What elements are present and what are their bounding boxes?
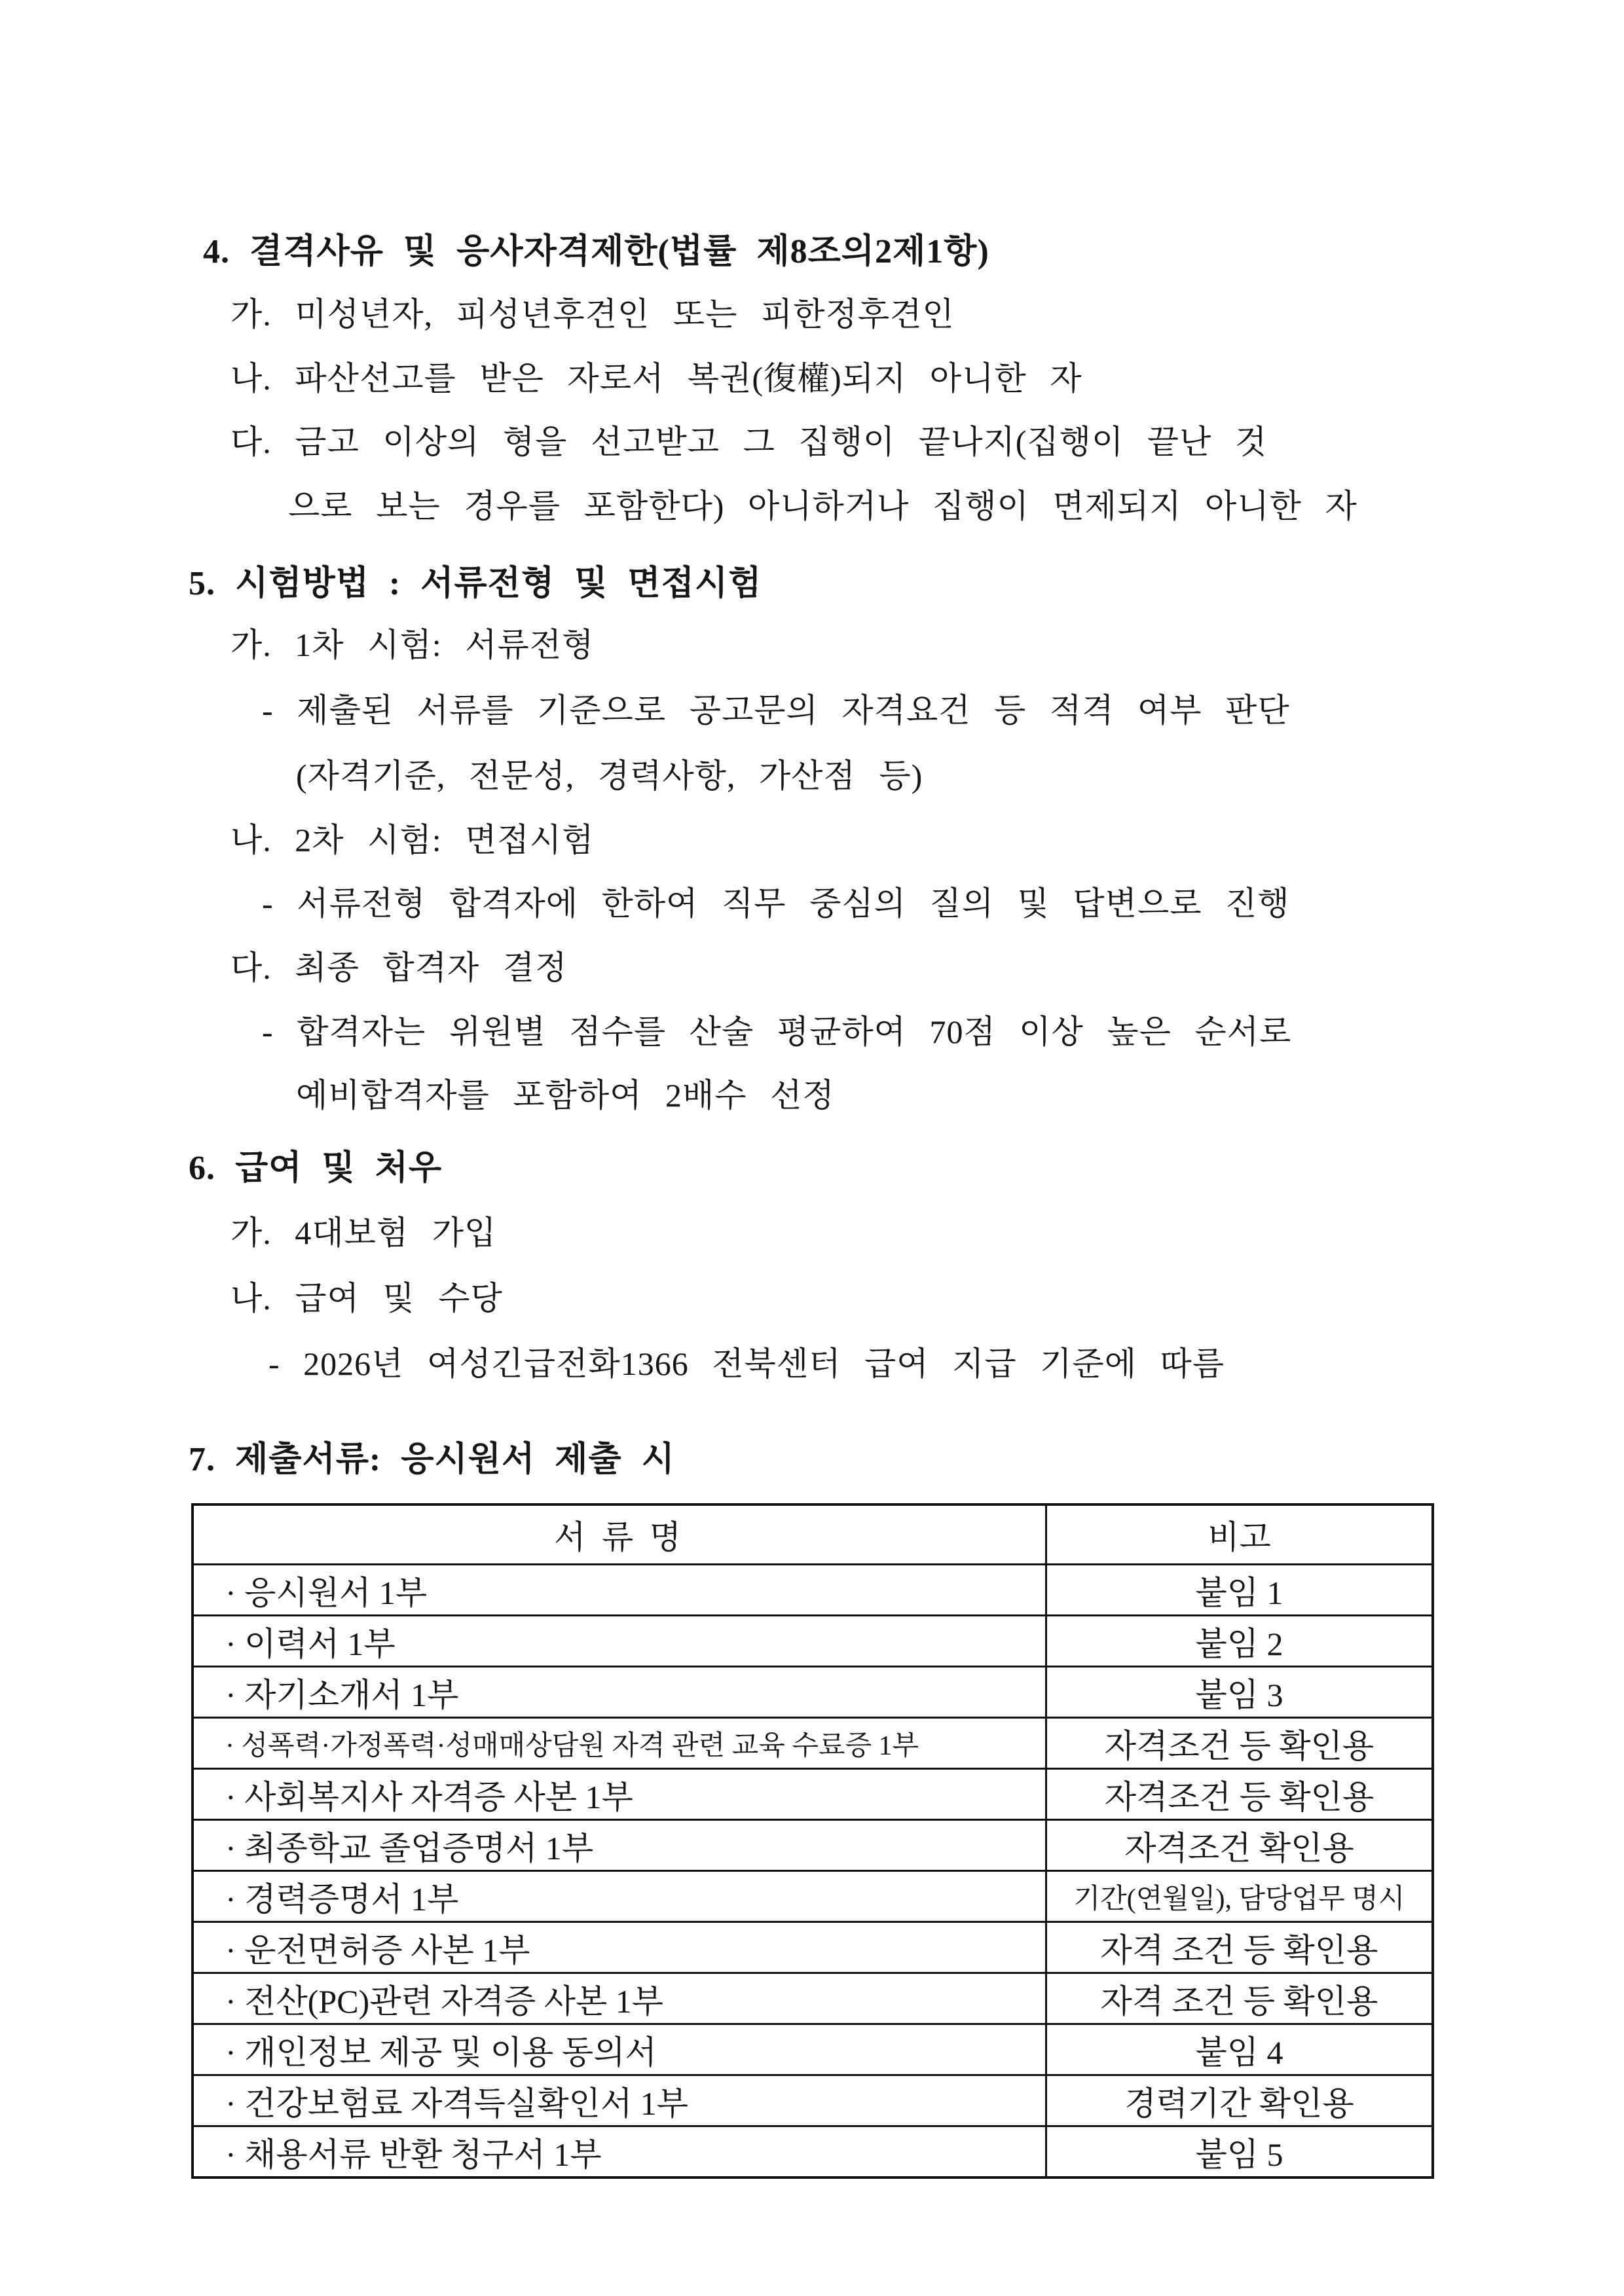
table-row (194, 2125, 1431, 2176)
note-cell: 붙임 5 (1195, 2136, 1283, 2173)
section6-heading: 6. 급여 및 처우 (189, 1150, 443, 1187)
note-cell: 기간(연월일), 담당업무 명시 (1073, 1884, 1405, 1914)
document-name-cell: · 운전면허증 사본 1부 (194, 1923, 1047, 1972)
document-name-cell: · 이력서 1부 (194, 1616, 1047, 1666)
section5-item-na-dash: - 서류전형 합격자에 한하여 직무 중심의 질의 및 답변으로 진행 (262, 885, 1290, 922)
section7-heading: 7. 제출서류: 응시원서 제출 시 (189, 1441, 675, 1478)
section5-item-da-cont: 예비합격자를 포함하여 2배수 선정 (296, 1077, 835, 1114)
table-row (194, 1972, 1431, 2023)
document-name-cell: · 자기소개서 1부 (194, 1667, 1047, 1717)
document-name-cell: · 응시원서 1부 (194, 1565, 1047, 1614)
table-row (194, 1870, 1431, 1921)
note-cell: 자격 조건 등 확인용 (1100, 1931, 1378, 1969)
note-cell: 자격조건 등 확인용 (1104, 1727, 1375, 1764)
note-cell: 자격조건 등 확인용 (1104, 1778, 1375, 1815)
section5-item-ga-paren: (자격기준, 전문성, 경력사항, 가산점 등) (296, 757, 923, 794)
table-row (194, 1614, 1431, 1666)
note-cell: 붙임 3 (1195, 1676, 1283, 1713)
table-row (194, 1563, 1431, 1614)
document-name-cell: · 최종학교 졸업증명서 1부 (194, 1821, 1047, 1870)
document-name-cell: · 경력증명서 1부 (194, 1872, 1047, 1921)
table-header-document-name: 서 류 명 (194, 1506, 1047, 1563)
table-row (194, 1666, 1431, 1717)
section4-heading: 4. 결격사유 및 응사자격제한(법률 제8조의2제1항) (203, 233, 989, 270)
document-name-cell: · 성폭력·가정폭력·성매매상담원 자격 관련 교육 수료증 1부 (194, 1719, 1047, 1768)
section4-item-da-line1: 다. 금고 이상의 형을 선고받고 그 집행이 끝나지(집행이 끝난 것 (231, 424, 1268, 460)
section5-item-na: 나. 2차 시험: 면접시험 (231, 822, 595, 858)
section6-item-na: 나. 급여 및 수당 (231, 1280, 503, 1317)
section4-item-ga: 가. 미성년자, 피성년후견인 또는 피한정후견인 (231, 296, 955, 333)
note-cell: 붙임 2 (1195, 1625, 1283, 1662)
document-name-cell: · 사회복지사 자격증 사본 1부 (194, 1770, 1047, 1819)
document-name-cell: · 전산(PC)관련 자격증 사본 1부 (194, 1974, 1047, 2023)
section4-item-na: 나. 파산선고를 받은 자로서 복권(復權)되지 아니한 자 (231, 360, 1082, 397)
note-cell: 자격 조건 등 확인용 (1100, 1982, 1378, 2020)
section5-item-da-dash: - 합격자는 위원별 점수를 산술 평균하여 70점 이상 높은 순서로 (262, 1013, 1292, 1050)
submission-documents-table (191, 1503, 1434, 2179)
section5-item-ga: 가. 1차 시험: 서류전형 (231, 627, 595, 663)
document-name-cell: · 개인정보 제공 및 이용 동의서 (194, 2025, 1047, 2074)
section5-item-da: 다. 최종 합격자 결정 (231, 949, 568, 986)
table-header-note: 비고 (1208, 1519, 1271, 1556)
section5-item-ga-dash: - 제출된 서류를 기준으로 공고문의 자격요건 등 적격 여부 판단 (262, 692, 1290, 729)
section6-item-ga: 가. 4대보험 가입 (231, 1214, 497, 1251)
table-row (194, 1921, 1431, 1972)
table-header-row (194, 1506, 1431, 1563)
section5-heading: 5. 시험방법 : 서류전형 및 면접시험 (189, 565, 762, 602)
table-row (194, 2023, 1431, 2074)
table-row (194, 2074, 1431, 2125)
table-row (194, 1819, 1431, 1870)
table-row (194, 1768, 1431, 1819)
section4-item-da-line2: 으로 보는 경우를 포함한다) 아니하거나 집행이 면제되지 아니한 자 (288, 488, 1357, 524)
document-name-cell: · 채용서류 반환 청구서 1부 (194, 2127, 1047, 2176)
note-cell: 자격조건 확인용 (1124, 1829, 1354, 1867)
section6-item-na-dash: - 2026년 여성긴급전화1366 전북센터 급여 지급 기준에 따름 (268, 1345, 1225, 1382)
note-cell: 붙임 1 (1195, 1574, 1283, 1611)
document-name-cell: · 건강보험료 자격득실확인서 1부 (194, 2076, 1047, 2125)
table-row (194, 1717, 1431, 1768)
note-cell: 붙임 4 (1195, 2033, 1283, 2071)
note-cell: 경력기간 확인용 (1124, 2085, 1354, 2122)
